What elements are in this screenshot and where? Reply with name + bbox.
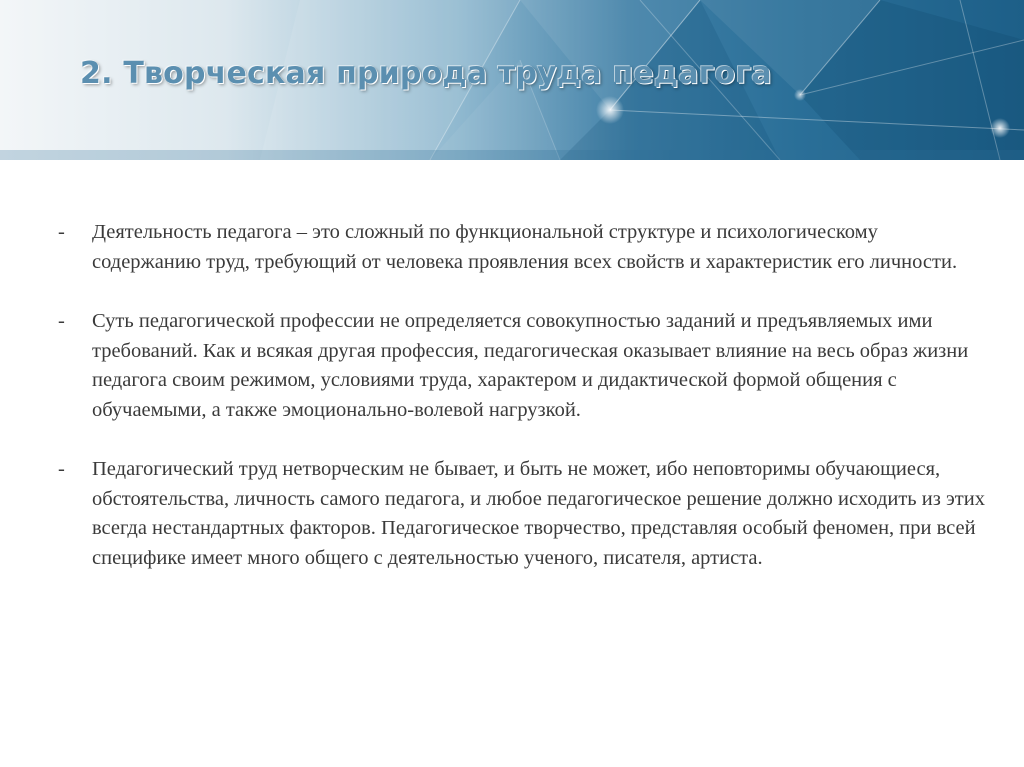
bullet-item bbox=[58, 307, 988, 425]
bullet-item bbox=[58, 455, 988, 573]
bullet-text: Суть педагогической профессии не определяется совокупностью заданий и предъявляемых ими требований. Как и всякая другая профессия, педагогическая оказывает влияние на весь образ жизни педагога своим режимом, условиями труда, характером и дидактической формой общения с обучаемыми, а также эмоционально-волевой нагрузкой. bbox=[92, 310, 969, 421]
bullet-text: Деятельность педагога – это сложный по функциональной структуре и психологическому содержанию труд, требующий от человека проявления всех свойств и характеристик его личности. bbox=[92, 221, 958, 273]
slide-title: 2. Творческая природа труда педагога bbox=[80, 56, 772, 91]
bullet-marker: - bbox=[58, 310, 65, 332]
bullet-item bbox=[58, 218, 988, 277]
header-banner bbox=[0, 0, 1024, 160]
bullet-marker: - bbox=[58, 458, 65, 480]
bullet-list bbox=[58, 218, 988, 603]
bullet-marker: - bbox=[58, 221, 65, 243]
bullet-text: Педагогический труд нетворческим не бывает, и быть не может, ибо неповторимы обучающиеся, обстоятельства, личность самого педагога, и любое педагогическое решение должно исходить из этих всегда нестандартных факторов. Педагогическое творчество, представляя особый феномен, при всей специфике имеет много общего с деятельностью ученого, писателя, артиста. bbox=[92, 458, 985, 569]
